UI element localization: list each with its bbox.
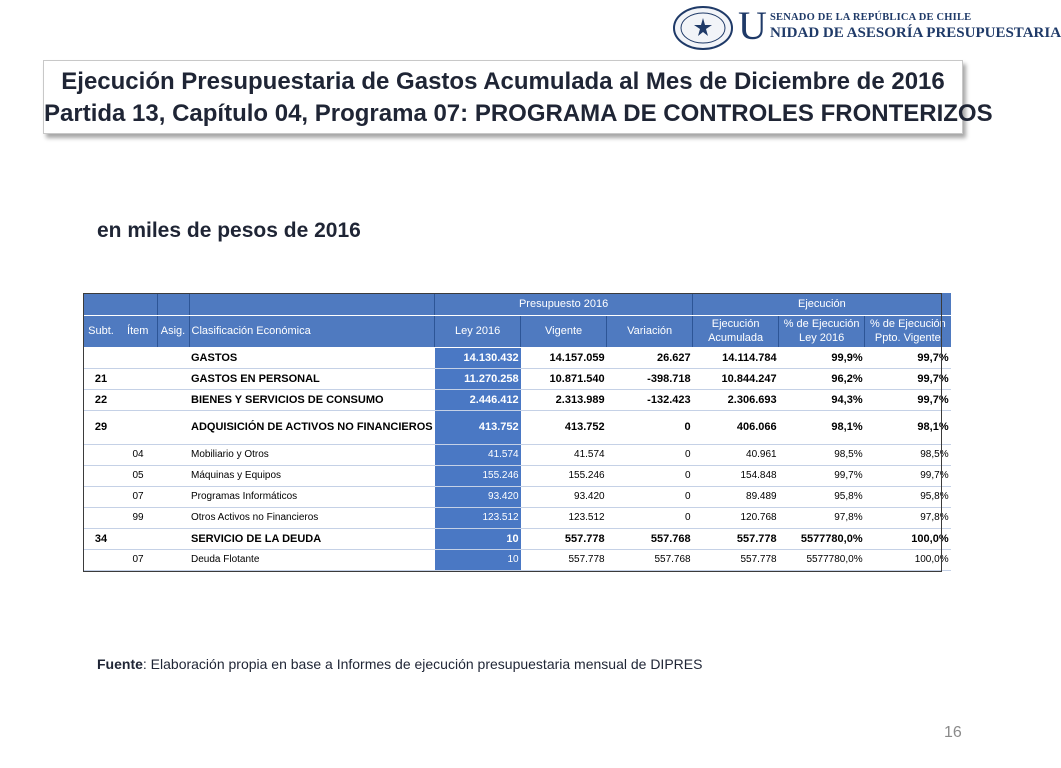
cell-pct-ley: 98,1%: [779, 410, 865, 444]
col-ejec-line2: Acumulada: [708, 332, 764, 344]
cell-pct-ley: 95,8%: [779, 486, 865, 507]
cell-ejecucion: 2.306.693: [693, 389, 779, 410]
table-row: [83, 347, 951, 368]
col-pct-vig-line1: % de Ejecución: [869, 318, 946, 330]
cell-pct-ley: 99,7%: [779, 465, 865, 486]
cell-variacion: -132.423: [607, 389, 693, 410]
group-ejecucion: Ejecución: [693, 293, 951, 315]
table-row: [83, 486, 951, 507]
cell-pct-vigente: 99,7%: [865, 465, 951, 486]
cell-vigente: 10.871.540: [521, 368, 607, 389]
cell-ley: 11.270.258: [435, 368, 521, 389]
cell-asig: [157, 528, 189, 549]
table-row: [83, 368, 951, 389]
cell-item: 05: [119, 465, 157, 486]
cell-item: 07: [119, 549, 157, 570]
cell-clasif: Otros Activos no Financieros: [189, 507, 435, 528]
cell-vigente: 557.778: [521, 549, 607, 570]
col-item: Ítem: [119, 315, 157, 347]
cell-asig: [157, 549, 189, 570]
col-clasificacion: Clasificación Económica: [189, 315, 435, 347]
cell-ley: 2.446.412: [435, 389, 521, 410]
units-subtitle: en miles de pesos de 2016: [97, 219, 361, 242]
cell-subt: [83, 444, 119, 465]
cell-ejecucion: 10.844.247: [693, 368, 779, 389]
cell-subt: [83, 486, 119, 507]
col-pct-vig-line2: Ppto. Vigente: [874, 332, 941, 344]
source-note: [97, 656, 702, 672]
cell-vigente: 123.512: [521, 507, 607, 528]
cell-variacion: 0: [607, 486, 693, 507]
col-vigente: Vigente: [521, 315, 607, 347]
cell-subt: 21: [83, 368, 119, 389]
cell-item: 99: [119, 507, 157, 528]
cell-pct-ley: 99,9%: [779, 347, 865, 368]
cell-clasif: ADQUISICIÓN DE ACTIVOS NO FINANCIEROS: [189, 410, 435, 444]
cell-variacion: -398.718: [607, 368, 693, 389]
cell-vigente: 93.420: [521, 486, 607, 507]
cell-subt: [83, 465, 119, 486]
cell-ley: 10: [435, 528, 521, 549]
cell-ley: 10: [435, 549, 521, 570]
header-column-row: [83, 315, 951, 347]
cell-variacion: 557.768: [607, 549, 693, 570]
cell-subt: 22: [83, 389, 119, 410]
cell-subt: 34: [83, 528, 119, 549]
senate-seal-icon: [672, 6, 734, 50]
col-pct-ley-line2: Ley 2016: [798, 332, 845, 344]
cell-asig: [157, 347, 189, 368]
group-presupuesto: Presupuesto 2016: [435, 293, 693, 315]
col-pct-ley-line1: % de Ejecución: [783, 318, 860, 330]
cell-ley: 155.246: [435, 465, 521, 486]
cell-variacion: 26.627: [607, 347, 693, 368]
cell-ejecucion: 120.768: [693, 507, 779, 528]
source-label: Fuente: [97, 656, 143, 672]
col-variacion: Variación: [607, 315, 693, 347]
cell-asig: [157, 507, 189, 528]
cell-vigente: 557.778: [521, 528, 607, 549]
cell-ley: 93.420: [435, 486, 521, 507]
table-row: [83, 528, 951, 549]
cell-clasif: GASTOS EN PERSONAL: [189, 368, 435, 389]
cell-item: [119, 528, 157, 549]
logo-senado-text: SENADO DE LA REPÚBLICA DE CHILE: [770, 12, 972, 23]
budget-table: [83, 293, 951, 571]
col-pct-vigente: [865, 315, 951, 347]
cell-ejecucion: 14.114.784: [693, 347, 779, 368]
cell-asig: [157, 368, 189, 389]
col-ejecucion-acumulada: [693, 315, 779, 347]
cell-pct-vigente: 99,7%: [865, 347, 951, 368]
cell-item: [119, 347, 157, 368]
table-row: [83, 444, 951, 465]
cell-pct-ley: 5577780,0%: [779, 549, 865, 570]
cell-subt: [83, 549, 119, 570]
cell-vigente: 14.157.059: [521, 347, 607, 368]
source-text: : Elaboración propia en base a Informes de ejecución presupuestaria mensual de DIPRES: [142, 656, 703, 672]
cell-pct-vigente: 100,0%: [865, 528, 951, 549]
cell-ejecucion: 557.778: [693, 528, 779, 549]
cell-clasif: Mobiliario y Otros: [189, 444, 435, 465]
cell-item: 07: [119, 486, 157, 507]
cell-pct-vigente: 100,0%: [865, 549, 951, 570]
col-asig: Asig.: [157, 315, 189, 347]
col-subt: Subt.: [83, 315, 119, 347]
cell-vigente: 413.752: [521, 410, 607, 444]
cell-clasif: Programas Informáticos: [189, 486, 435, 507]
cell-pct-ley: 94,3%: [779, 389, 865, 410]
logo-letter: U: [738, 3, 767, 48]
cell-asig: [157, 389, 189, 410]
cell-ejecucion: 557.778: [693, 549, 779, 570]
table-row: [83, 507, 951, 528]
cell-vigente: 2.313.989: [521, 389, 607, 410]
cell-variacion: 0: [607, 507, 693, 528]
cell-pct-vigente: 99,7%: [865, 368, 951, 389]
cell-variacion: 557.768: [607, 528, 693, 549]
cell-pct-vigente: 97,8%: [865, 507, 951, 528]
col-ley: Ley 2016: [435, 315, 521, 347]
cell-pct-vigente: 99,7%: [865, 389, 951, 410]
header-group-row: [83, 293, 951, 315]
cell-variacion: 0: [607, 444, 693, 465]
cell-ley: 14.130.432: [435, 347, 521, 368]
table-row: [83, 465, 951, 486]
senate-logo: [672, 3, 1061, 50]
table-row: [83, 549, 951, 570]
cell-ley: 41.574: [435, 444, 521, 465]
cell-pct-ley: 5577780,0%: [779, 528, 865, 549]
col-pct-ley: [779, 315, 865, 347]
cell-variacion: 0: [607, 465, 693, 486]
cell-ejecucion: 154.848: [693, 465, 779, 486]
cell-ejecucion: 89.489: [693, 486, 779, 507]
cell-vigente: 155.246: [521, 465, 607, 486]
table-row: [83, 389, 951, 410]
cell-asig: [157, 465, 189, 486]
cell-pct-vigente: 98,1%: [865, 410, 951, 444]
cell-clasif: Máquinas y Equipos: [189, 465, 435, 486]
logo-unidad-text: NIDAD DE ASESORÍA PRESUPUESTARIA: [770, 25, 1061, 41]
cell-asig: [157, 486, 189, 507]
cell-item: [119, 410, 157, 444]
cell-item: 04: [119, 444, 157, 465]
title-box: [43, 60, 993, 134]
page-number: 16: [944, 724, 962, 741]
col-ejec-line1: Ejecución: [711, 318, 760, 330]
cell-ley: 413.752: [435, 410, 521, 444]
cell-asig: [157, 444, 189, 465]
cell-ejecucion: 406.066: [693, 410, 779, 444]
cell-clasif: Deuda Flotante: [189, 549, 435, 570]
cell-pct-vigente: 95,8%: [865, 486, 951, 507]
cell-pct-ley: 98,5%: [779, 444, 865, 465]
title-line-1: Ejecución Presupuestaria de Gastos Acumulada al Mes de Diciembre de 2016: [61, 68, 945, 95]
cell-pct-ley: 96,2%: [779, 368, 865, 389]
cell-subt: [83, 347, 119, 368]
title-line-2: Partida 13, Capítulo 04, Programa 07: PROGRAMA DE CONTROLES FRONTERIZOS: [44, 100, 993, 127]
cell-subt: 29: [83, 410, 119, 444]
cell-variacion: 0: [607, 410, 693, 444]
cell-subt: [83, 507, 119, 528]
cell-asig: [157, 410, 189, 444]
cell-clasif: GASTOS: [189, 347, 435, 368]
cell-clasif: SERVICIO DE LA DEUDA: [189, 528, 435, 549]
cell-ley: 123.512: [435, 507, 521, 528]
cell-pct-vigente: 98,5%: [865, 444, 951, 465]
cell-pct-ley: 97,8%: [779, 507, 865, 528]
cell-clasif: BIENES Y SERVICIOS DE CONSUMO: [189, 389, 435, 410]
cell-item: [119, 389, 157, 410]
cell-item: [119, 368, 157, 389]
table-row: [83, 410, 951, 444]
cell-ejecucion: 40.961: [693, 444, 779, 465]
cell-vigente: 41.574: [521, 444, 607, 465]
